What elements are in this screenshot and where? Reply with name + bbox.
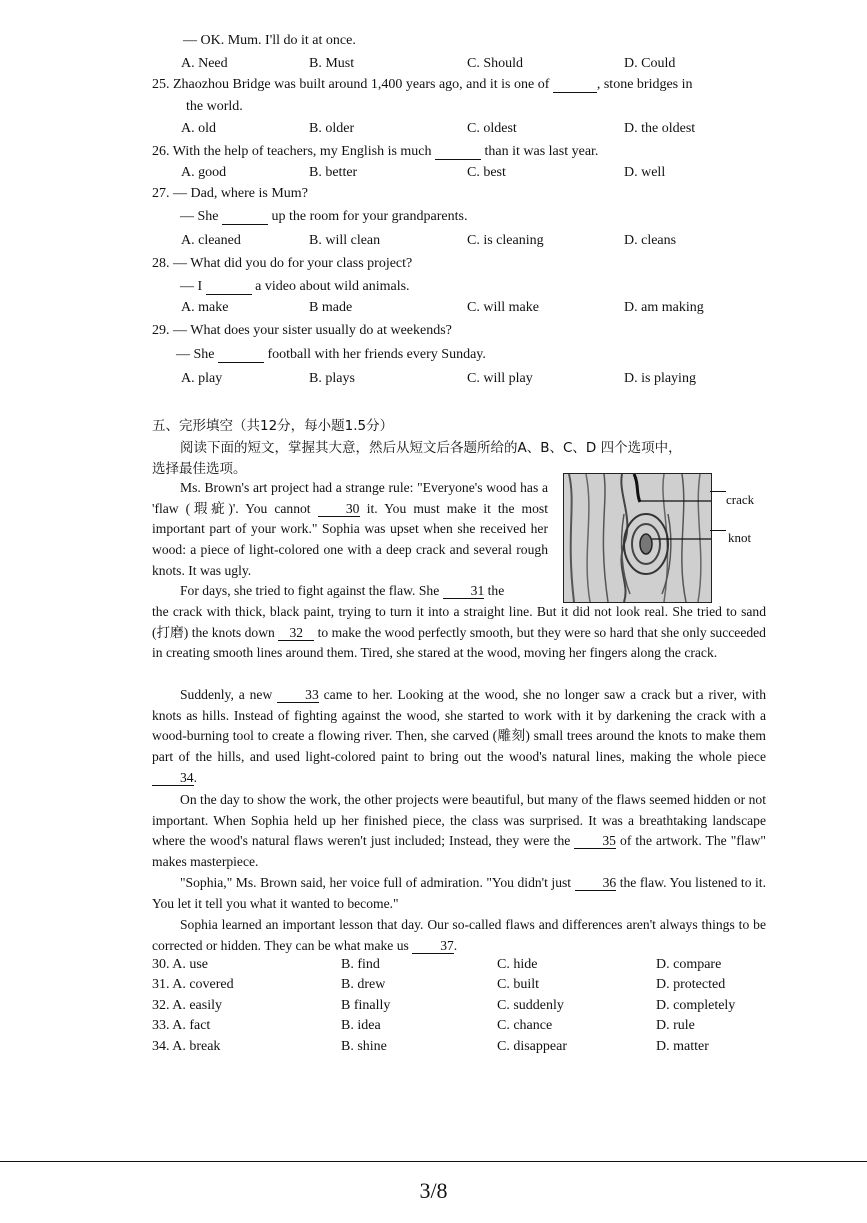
q26-option-c: C. best <box>467 165 506 180</box>
q29-option-b: B. plays <box>309 371 355 386</box>
blank-35: 35 <box>574 834 616 849</box>
passage-paragraph-4: On the day to show the work, the other projects were beautiful, but many of the flaws seemed hidden or not important. When Sophia held up her finished piece, the class was surprised. It was a breathtaking landscape where the wood's natural flaws weren't just included; Instead, they were the 35 of the artwork. The "flaw" makes masterpiece. <box>152 792 766 870</box>
blank-30: 30 <box>318 502 360 517</box>
section-instruction-line1: 阅读下面的短文，掌握其大意，然后从短文后各题所给的A、B、C、D 四个选项中， <box>180 440 682 456</box>
q25-option-b: B. older <box>309 121 355 136</box>
q33-option-c: C. chance <box>497 1018 553 1033</box>
q30-option-b: B. find <box>341 957 380 972</box>
q26-option-a: A. good <box>181 165 227 180</box>
passage-paragraph-5: "Sophia," Ms. Brown said, her voice full of admiration. "You didn't just 36 the flaw. You listened to it. You let it tell you what it wanted to become." <box>152 875 766 911</box>
blank-33: 33 <box>277 688 319 703</box>
q25-blank <box>553 78 597 93</box>
q31-option-b: B. drew <box>341 977 386 992</box>
passage-paragraph-3: Suddenly, a new 33 came to her. Looking at the wood, she no longer saw a crack but a river, with knots as hills. Instead of fighting against the wood, she started to work with it by darkening the crack with a wood-burning tool to create a flowing river. Then, she carved (雕刻) small trees around the knots to make them part of the hills, and used light-colored paint to bring out the wood's natural lines, making the whole piece 34. <box>152 687 766 785</box>
q25-option-d: D. the oldest <box>624 121 696 136</box>
q28-option-d: D. am making <box>624 300 704 315</box>
q24-option-d: D. Could <box>624 56 676 71</box>
q29-option-a: A. play <box>181 371 223 386</box>
q25-option-a: A. old <box>181 121 216 136</box>
q28-line1: 28. — What did you do for your class project? <box>152 256 413 271</box>
q32-option-b: B finally <box>341 998 391 1013</box>
q32-option-d: D. completely <box>656 998 736 1013</box>
wood-figure <box>563 473 712 603</box>
blank-32: 32 <box>278 626 314 641</box>
label-knot: knot <box>728 530 752 545</box>
q24-option-c: C. Should <box>467 56 524 71</box>
crack-leader-line <box>710 491 726 492</box>
q34-option-d: D. matter <box>656 1039 709 1054</box>
blank-34: 34 <box>152 771 194 786</box>
q25-question-line2: the world. <box>186 99 243 114</box>
passage-paragraph-2: the crack with thick, black paint, trying to turn it into a straight line. But it did not look real. She tried to sand (打磨) the knots down 32 to make the wood perfectly smooth, but they were so hard that she only succeeded in creating smooth lines around them. Tired, she stared at the wood, moving her fingers along the crack. <box>152 604 766 661</box>
q28-line2: — I a video about wild animals. <box>180 279 410 294</box>
section-instruction-line2: 选择最佳选项。 <box>152 461 247 477</box>
q27-blank <box>222 210 268 225</box>
q34-option-b: B. shine <box>341 1039 387 1054</box>
q32-option-a: 32. A. easily <box>152 998 222 1013</box>
q34-option-c: C. disappear <box>497 1039 567 1054</box>
q30-option-c: C. hide <box>497 957 538 972</box>
q26-option-d: D. well <box>624 165 666 180</box>
q28-option-c: C. will make <box>467 300 539 315</box>
knot-leader-line <box>710 530 726 531</box>
q31-option-d: D. protected <box>656 977 726 992</box>
passage-paragraph-1: Ms. Brown's art project had a strange rule: "Everyone's wood has a 'flaw (瑕疵)'. You cannot 30 it. You must make it the most important part of your work." Sophia was upset when she received her wood: a piece of light-colored one with a deep crack and several rough knots. It was ugly. <box>152 480 548 578</box>
q29-option-c: C. will play <box>467 371 533 386</box>
q26-option-b: B. better <box>309 165 358 180</box>
q27-line2: — She up the room for your grandparents. <box>180 209 468 224</box>
q25-question: 25. Zhaozhou Bridge was built around 1,400 years ago, and it is one of , stone bridges in <box>152 77 693 92</box>
q27-option-c: C. is cleaning <box>467 233 544 248</box>
q27-line1: 27. — Dad, where is Mum? <box>152 186 308 201</box>
q27-option-b: B. will clean <box>309 233 381 248</box>
q33-option-a: 33. A. fact <box>152 1018 211 1033</box>
q33-option-b: B. idea <box>341 1018 381 1033</box>
q29-option-d: D. is playing <box>624 371 696 386</box>
q29-line1: 29. — What does your sister usually do at weekends? <box>152 323 452 338</box>
q26-question: 26. With the help of teachers, my English is much than it was last year. <box>152 144 599 159</box>
q29-blank <box>218 348 264 363</box>
q24-answer-line: — OK. Mum. I'll do it at once. <box>183 33 356 48</box>
q25-option-c: C. oldest <box>467 121 517 136</box>
q27-option-d: D. cleans <box>624 233 677 248</box>
q30-option-a: 30. A. use <box>152 957 208 972</box>
q30-option-d: D. compare <box>656 957 722 972</box>
q33-option-d: D. rule <box>656 1018 695 1033</box>
blank-36: 36 <box>575 876 617 891</box>
q24-option-a: A. Need <box>181 56 228 71</box>
section-heading: 五、完形填空（共12分，每小题1.5分） <box>152 418 394 434</box>
q28-option-b: B made <box>309 300 353 315</box>
q24-option-b: B. Must <box>309 56 355 71</box>
label-crack: crack <box>726 492 755 507</box>
passage-paragraph-2-top: For days, she tried to fight against the flaw. She 31 the <box>180 583 505 598</box>
q31-option-c: C. built <box>497 977 540 992</box>
q26-blank <box>435 145 481 160</box>
q32-option-c: C. suddenly <box>497 998 564 1013</box>
blank-31: 31 <box>443 584 485 599</box>
q29-line2: — She football with her friends every Sunday. <box>176 347 486 362</box>
footer-rule <box>0 1161 867 1162</box>
page-number: 3/8 <box>419 1178 448 1203</box>
q27-option-a: A. cleaned <box>181 233 241 248</box>
passage-paragraph-6: Sophia learned an important lesson that day. Our so-called flaws and differences aren't always things to be corrected or hidden. They can be what make us 37. <box>152 917 766 953</box>
blank-37: 37 <box>412 939 454 954</box>
q28-option-a: A. make <box>181 300 229 315</box>
q31-option-a: 31. A. covered <box>152 977 234 992</box>
wood-grain-illustration <box>564 474 711 602</box>
q28-blank <box>206 280 252 295</box>
q34-option-a: 34. A. break <box>152 1039 221 1054</box>
